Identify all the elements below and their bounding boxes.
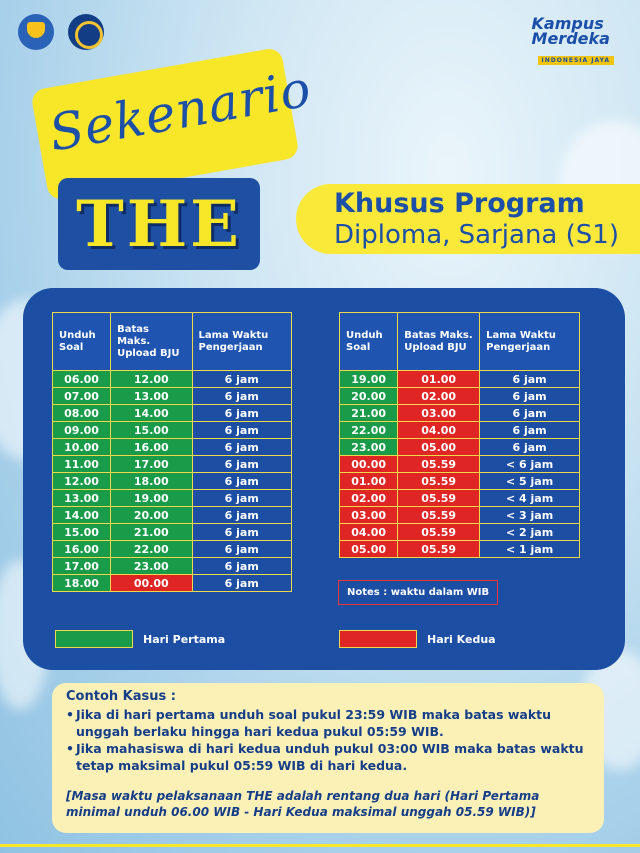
title-script: Sekenario: [44, 59, 316, 163]
table-row: [53, 473, 292, 490]
cell-batas-upload: 05.59: [398, 541, 480, 558]
kampus-merdeka-logo: Kampus Merdeka INDONESIA JAYA: [532, 16, 614, 66]
cell-batas-upload: 05.59: [398, 524, 480, 541]
cell-lama-waktu: < 2 jam: [480, 524, 580, 541]
cell-batas-upload: 17.00: [111, 456, 192, 473]
table-row: [340, 422, 580, 439]
cell-unduh-soal: 14.00: [53, 507, 111, 524]
schedule-table-day2: [339, 312, 580, 558]
cell-unduh-soal: 10.00: [53, 439, 111, 456]
cell-batas-upload: 22.00: [111, 541, 192, 558]
cell-unduh-soal: 22.00: [340, 422, 398, 439]
table-row: [53, 405, 292, 422]
table-row: [340, 439, 580, 456]
legend-day1: [55, 630, 225, 648]
cell-unduh-soal: 00.00: [340, 456, 398, 473]
legend-swatch-green: [55, 630, 133, 648]
cell-lama-waktu: 6 jam: [192, 388, 292, 405]
cell-lama-waktu: 6 jam: [192, 507, 292, 524]
table-row: [340, 371, 580, 388]
cell-lama-waktu: 6 jam: [192, 541, 292, 558]
table-row: [340, 490, 580, 507]
legend-label-day2: Hari Kedua: [427, 632, 496, 646]
cell-unduh-soal: 11.00: [53, 456, 111, 473]
cell-batas-upload: 02.00: [398, 388, 480, 405]
cell-batas-upload: 21.00: [111, 524, 192, 541]
legend-label-day1: Hari Pertama: [143, 632, 226, 646]
cell-unduh-soal: 23.00: [340, 439, 398, 456]
table-row: [53, 388, 292, 405]
table-row: [340, 541, 580, 558]
kemdikbud-logo: [18, 14, 54, 50]
cell-lama-waktu: 6 jam: [192, 575, 292, 592]
cell-batas-upload: 13.00: [111, 388, 192, 405]
cell-lama-waktu: 6 jam: [192, 490, 292, 507]
cell-lama-waktu: 6 jam: [480, 405, 580, 422]
cell-unduh-soal: 01.00: [340, 473, 398, 490]
cell-lama-waktu: < 5 jam: [480, 473, 580, 490]
notes-box: Notes : waktu dalam WIB: [338, 580, 498, 605]
schedule-panel: [23, 288, 625, 670]
cell-lama-waktu: < 3 jam: [480, 507, 580, 524]
cell-unduh-soal: 19.00: [340, 371, 398, 388]
cell-unduh-soal: 09.00: [53, 422, 111, 439]
cell-unduh-soal: 16.00: [53, 541, 111, 558]
table-row: [53, 541, 292, 558]
case-heading: Contoh Kasus :: [66, 689, 176, 704]
cell-batas-upload: 18.00: [111, 473, 192, 490]
table-row: [53, 422, 292, 439]
legend-swatch-red: [339, 630, 417, 648]
cell-batas-upload: 16.00: [111, 439, 192, 456]
cell-batas-upload: 12.00: [111, 371, 192, 388]
program-line1: Khusus Program: [334, 188, 585, 219]
cell-batas-upload: 20.00: [111, 507, 192, 524]
cell-lama-waktu: 6 jam: [192, 524, 292, 541]
cell-unduh-soal: 02.00: [340, 490, 398, 507]
table-row: [53, 507, 292, 524]
cell-batas-upload: 05.00: [398, 439, 480, 456]
cell-unduh-soal: 13.00: [53, 490, 111, 507]
table-row: [53, 558, 292, 575]
cell-lama-waktu: < 4 jam: [480, 490, 580, 507]
title-main: THE: [76, 186, 242, 262]
table-row: [340, 456, 580, 473]
legend-day2: [339, 630, 496, 648]
cell-unduh-soal: 04.00: [340, 524, 398, 541]
cell-lama-waktu: 6 jam: [192, 422, 292, 439]
cell-unduh-soal: 05.00: [340, 541, 398, 558]
cell-unduh-soal: 20.00: [340, 388, 398, 405]
cell-lama-waktu: < 1 jam: [480, 541, 580, 558]
table-row: [53, 456, 292, 473]
cell-unduh-soal: 12.00: [53, 473, 111, 490]
cell-batas-upload: 05.59: [398, 490, 480, 507]
cell-unduh-soal: 18.00: [53, 575, 111, 592]
cell-lama-waktu: 6 jam: [192, 558, 292, 575]
cell-lama-waktu: 6 jam: [192, 456, 292, 473]
cell-lama-waktu: 6 jam: [192, 371, 292, 388]
table-row: [53, 524, 292, 541]
table-row: [340, 524, 580, 541]
table-row: [53, 371, 292, 388]
case-footer: [Masa waktu pelaksanaan THE adalah rentang dua hari (Hari Pertama minimal unduh 06.00 WIB - Hari Kedua maksimal unggah 05.59 WIB)]: [66, 789, 540, 819]
table-row: [53, 575, 292, 592]
table-row: [340, 473, 580, 490]
header-lama-waktu: Lama Waktu Pengerjaan: [480, 313, 580, 371]
cell-unduh-soal: 08.00: [53, 405, 111, 422]
schedule-table-day1: [52, 312, 292, 592]
cell-lama-waktu: 6 jam: [480, 388, 580, 405]
cell-unduh-soal: 03.00: [340, 507, 398, 524]
header-batas-upload: Batas Maks. Upload BJU: [398, 313, 480, 371]
table-row: [53, 490, 292, 507]
cell-batas-upload: 05.59: [398, 473, 480, 490]
cell-unduh-soal: 17.00: [53, 558, 111, 575]
header-unduh-soal: Unduh Soal: [53, 313, 111, 371]
cell-batas-upload: 23.00: [111, 558, 192, 575]
table-row: [340, 405, 580, 422]
case-item: • Jika mahasiswa di hari kedua unduh pukul 03:00 WIB maka batas waktu tetap maksimal pukul 05:59 WIB di hari kedua.: [66, 740, 592, 774]
cell-batas-upload: 05.59: [398, 507, 480, 524]
cell-lama-waktu: 6 jam: [480, 439, 580, 456]
cell-lama-waktu: 6 jam: [192, 405, 292, 422]
partner-logos: [18, 14, 104, 50]
cell-lama-waktu: < 6 jam: [480, 456, 580, 473]
header-unduh-soal: Unduh Soal: [340, 313, 398, 371]
program-banner: [296, 184, 640, 254]
bottom-bar: [0, 844, 640, 847]
cell-batas-upload: 05.59: [398, 456, 480, 473]
cell-unduh-soal: 06.00: [53, 371, 111, 388]
cell-unduh-soal: 15.00: [53, 524, 111, 541]
cell-batas-upload: 03.00: [398, 405, 480, 422]
table-row: [340, 388, 580, 405]
case-list: [66, 706, 592, 774]
cell-batas-upload: 00.00: [111, 575, 192, 592]
cell-lama-waktu: 6 jam: [192, 473, 292, 490]
cell-lama-waktu: 6 jam: [480, 422, 580, 439]
case-example-box: [52, 683, 604, 833]
ut-logo: [68, 14, 104, 50]
cell-batas-upload: 01.00: [398, 371, 480, 388]
cell-lama-waktu: 6 jam: [192, 439, 292, 456]
cell-batas-upload: 14.00: [111, 405, 192, 422]
header-batas-upload: Batas Maks. Upload BJU: [111, 313, 192, 371]
table-row: [340, 507, 580, 524]
cell-lama-waktu: 6 jam: [480, 371, 580, 388]
cell-unduh-soal: 07.00: [53, 388, 111, 405]
program-line2: Diploma, Sarjana (S1): [334, 220, 619, 250]
cell-unduh-soal: 21.00: [340, 405, 398, 422]
case-item: • Jika di hari pertama unduh soal pukul 23:59 WIB maka batas waktu unggah berlaku hingga hari kedua pukul 05:59 WIB.: [66, 706, 592, 740]
header-lama-waktu: Lama Waktu Pengerjaan: [192, 313, 292, 371]
title-box: [58, 178, 260, 270]
table-row: [53, 439, 292, 456]
cell-batas-upload: 04.00: [398, 422, 480, 439]
cell-batas-upload: 19.00: [111, 490, 192, 507]
cell-batas-upload: 15.00: [111, 422, 192, 439]
